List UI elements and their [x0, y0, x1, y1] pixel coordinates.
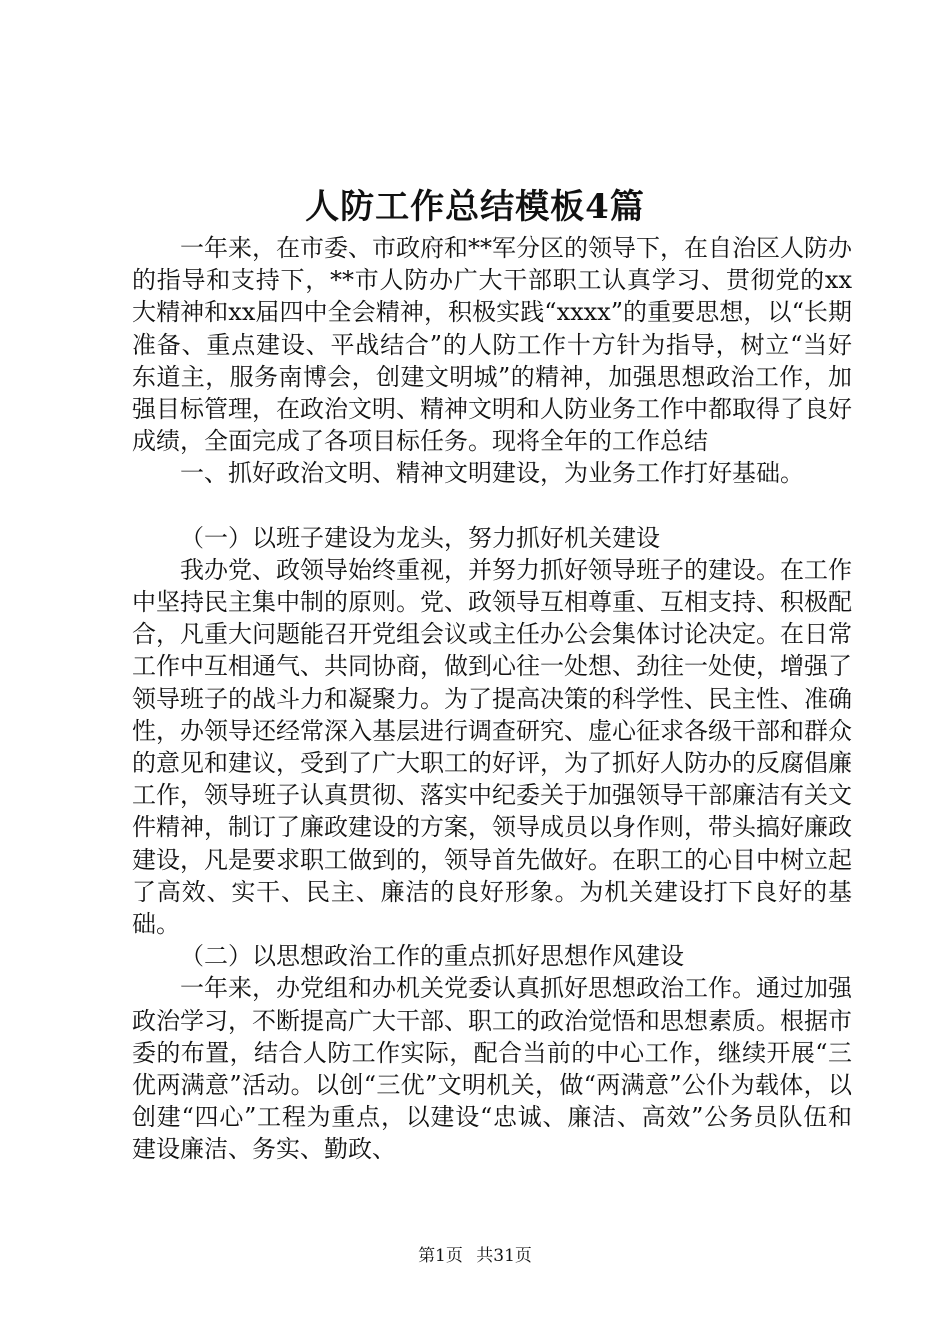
page-footer: [0, 1244, 950, 1268]
section-heading-1: 一、抓好政治文明、精神文明建设，为业务工作打好基础。: [180, 459, 804, 488]
subsection-heading-2: （二）以思想政治工作的重点抓好思想作风建设: [180, 942, 684, 971]
paragraph-ideology: 一年来，办党组和办机关党委认真抓好思想政治工作。通过加强政治学习，不断提高广大干部、职工的政治觉悟和思想素质。根据市委的布置，结合人防工作实际，配合当前的中心工作，继续开展“三优两满意”活动。以创“三优”文明机关，做“两满意”公仆为载体，以创建“四心”工程为重点，以建设“忠诚、廉洁、高效”公务员队伍和建设廉洁、务实、勤政、: [132, 974, 852, 1164]
page-title: 人防工作总结模板4篇: [305, 187, 645, 227]
document-body: [132, 232, 852, 1166]
page-number: 第1页: [418, 1246, 463, 1266]
paragraph-intro: 一年来，在市委、市政府和**军分区的领导下，在自治区人防办的指导和支持下，**市人防办广大干部职工认真学习、贯彻党的xx大精神和xx届四中全会精神，积极实践“xxxx”的重要思想，以“长期准备、重点建设、平战结合”的人防工作十方针为指导，树立“当好东道主，服务南博会，创建文明城”的精神，加强思想政治工作，加强目标管理，在政治文明、精神文明和人防业务工作中都取得了良好成绩，全面完成了各项目标任务。现将全年的工作总结: [132, 234, 852, 456]
page-total: 共31页: [476, 1246, 532, 1266]
paragraph-leadership: 我办党、政领导始终重视，并努力抓好领导班子的建设。在工作中坚持民主集中制的原则。党、政领导互相尊重、互相支持、积极配合，凡重大问题能召开党组会议或主任办公会集体讨论决定。在日常工作中互相通气、共同协商，做到心往一处想、劲往一处使，增强了领导班子的战斗力和凝聚力。为了提高决策的科学性、民主性、准确性，办领导还经常深入基层进行调查研究、虚心征求各级干部和群众的意见和建议，受到了广大职工的好评，为了抓好人防办的反腐倡廉工作，领导班子认真贯彻、落实中纪委关于加强领导干部廉洁有关文件精神，制订了廉政建设的方案，领导成员以身作则，带头搞好廉政建设，凡是要求职工做到的，领导首先做好。在职工的心目中树立起了高效、实干、民主、廉洁的良好形象。为机关建设打下良好的基础。: [132, 555, 852, 939]
subsection-heading-1: （一）以班子建设为龙头，努力抓好机关建设: [180, 523, 660, 552]
